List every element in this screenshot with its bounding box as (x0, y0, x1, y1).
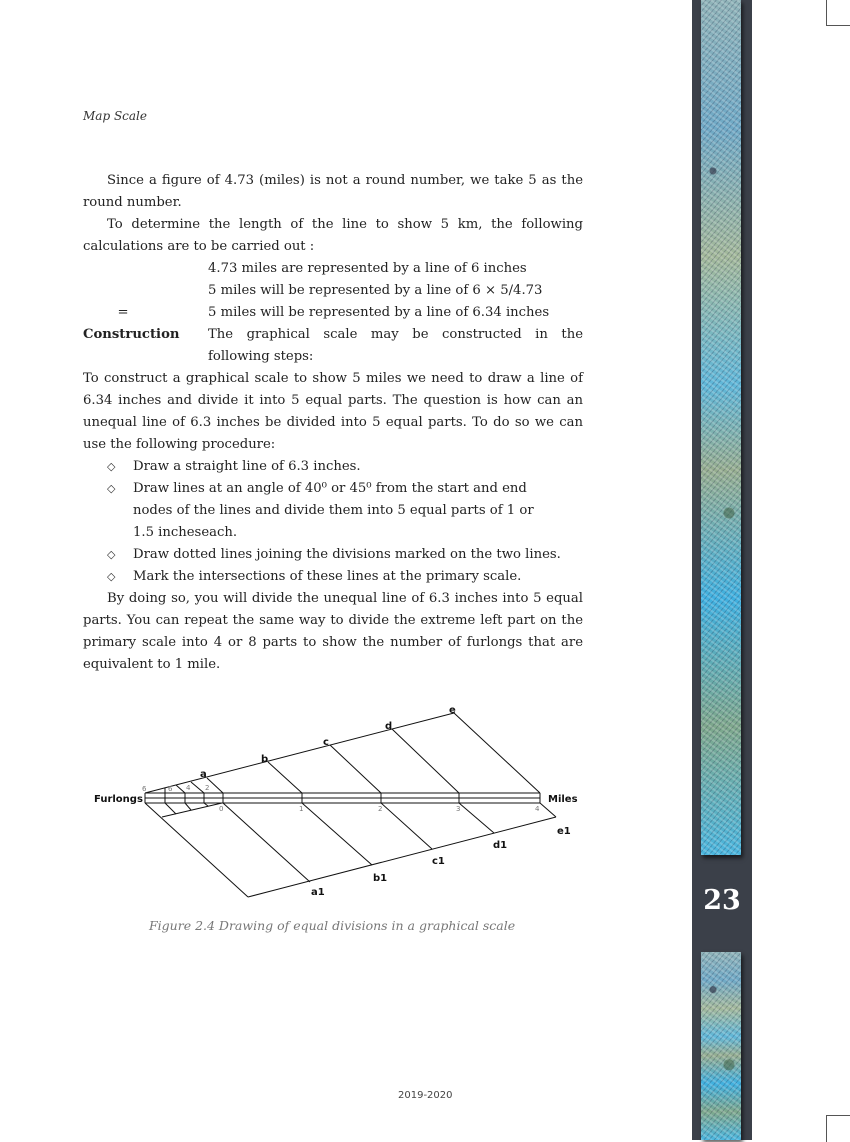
furlong-tick: 4 (186, 784, 191, 792)
furlong-tick: 6 (168, 785, 173, 793)
point-e1: e1 (557, 826, 571, 837)
mile-tick: 2 (378, 805, 383, 813)
calc-eq: = (117, 305, 129, 320)
miles-label: Miles (548, 794, 578, 805)
decorative-sidebar (692, 0, 752, 1140)
point-b1: b1 (373, 873, 388, 884)
furlong-tick: 2 (205, 784, 210, 792)
point-d1: d1 (493, 840, 508, 851)
calc-row-3 (83, 302, 583, 324)
crop-mark (826, 0, 850, 26)
construction-row (83, 324, 583, 368)
figure-caption: Figure 2.4 Drawing of equal divisions in a graphical scale (149, 918, 516, 933)
point-b: b (261, 754, 269, 765)
satellite-image-strip (701, 0, 741, 855)
calc-text: 4.73 miles are represented by a line of 6 inches (208, 261, 527, 276)
paragraph-3: To construct a graphical scale to show 5 miles we need to draw a line of 6.34 inches and divide it into 5 equal parts. The question is how can an unequal line of 6.3 inches be divided into 5 equal parts. To do so we can use the following procedure: (83, 371, 583, 452)
crop-mark (826, 1115, 850, 1142)
mile-tick: 0 (219, 805, 224, 813)
construction-text: The graphical scale may be constructed in the following steps: (208, 327, 583, 364)
calc-row-1 (83, 258, 583, 280)
body-text (83, 170, 583, 676)
point-d: d (385, 721, 393, 732)
page-number: 23 (703, 885, 741, 916)
calc-text: 5 miles will be represented by a line of 6 × 5/4.73 (208, 283, 543, 298)
list-item-text: Draw dotted lines joining the divisions marked on the two lines. (133, 547, 561, 562)
construction-label: Construction (83, 327, 180, 342)
satellite-image-strip (701, 952, 741, 1140)
furlong-tick: 6 (142, 785, 147, 793)
point-e: e (449, 705, 456, 716)
point-a: a (200, 769, 207, 780)
list-item (83, 566, 583, 588)
calc-eq (83, 280, 208, 302)
list-item (83, 456, 583, 478)
list-item-text: Draw a straight line of 6.3 inches. (133, 459, 361, 474)
calc-row-2 (83, 280, 583, 302)
list-item (83, 478, 583, 544)
paragraph-1: Since a figure of 4.73 (miles) is not a round number, we take 5 as the round number. (83, 173, 583, 210)
point-c1: c1 (432, 856, 445, 867)
mile-tick: 1 (299, 805, 304, 813)
list-item (83, 544, 583, 566)
diamond-bullet-icon: ◇ (107, 570, 116, 583)
furlongs-label: Furlongs (94, 794, 143, 805)
list-item-text: Draw lines at an angle of 40⁰ or 45⁰ from the start and end nodes of the lines and divide them into 5 equal parts of 1 or 1.5 incheseach. (133, 481, 534, 540)
list-item-text: Mark the intersections of these lines at the primary scale. (133, 569, 522, 584)
point-a1: a1 (311, 887, 325, 898)
mile-tick: 3 (456, 805, 461, 813)
diamond-bullet-icon: ◇ (107, 460, 116, 473)
calc-text: 5 miles will be represented by a line of 6.34 inches (208, 305, 550, 320)
mile-tick: 4 (535, 805, 540, 813)
point-c: c (323, 737, 329, 748)
running-head: Map Scale (83, 109, 147, 123)
procedure-list (83, 456, 583, 588)
diamond-bullet-icon: ◇ (107, 548, 116, 561)
paragraph-2: To determine the length of the line to show 5 km, the following calculations are to be carried out : (83, 217, 583, 254)
paragraph-4: By doing so, you will divide the unequal line of 6.3 inches into 5 equal parts. You can repeat the same way to divide the extreme left part on the primary scale into 4 or 8 parts to show the number of furlongs that are equivalent to 1 mile. (83, 591, 583, 672)
calc-eq (83, 258, 208, 280)
footer-year: 2019-2020 (398, 1090, 453, 1101)
diamond-bullet-icon: ◇ (107, 482, 116, 495)
